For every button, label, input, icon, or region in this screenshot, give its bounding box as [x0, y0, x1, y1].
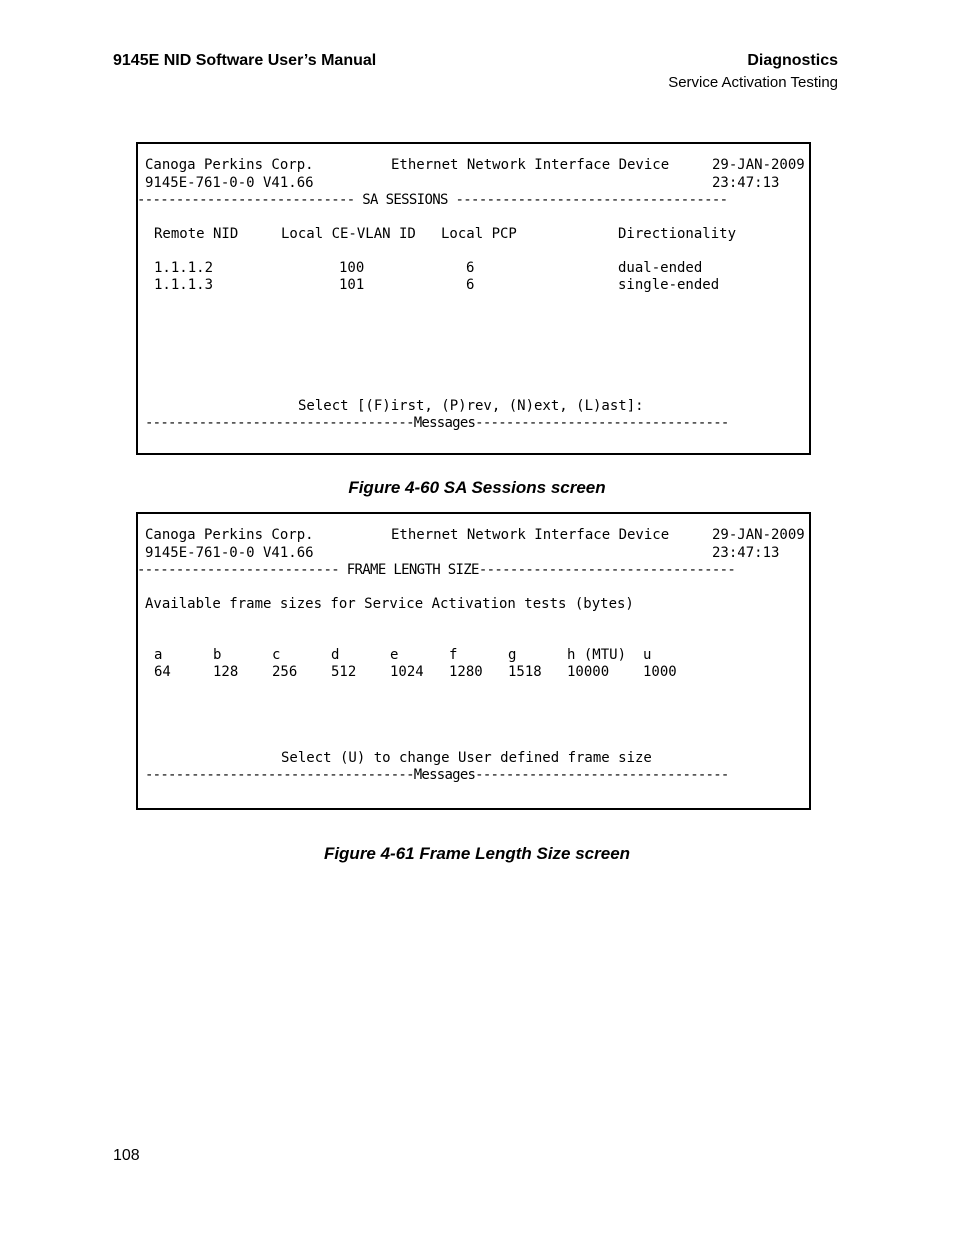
frame-size-label: h (MTU)	[567, 647, 627, 663]
col-header-remote-nid: Remote NID	[154, 226, 239, 242]
software-version: 9145E-761-0-0 V41.66	[145, 545, 314, 561]
session-nid: 1.1.1.3	[154, 277, 214, 293]
frame-size-value: 64	[154, 664, 171, 680]
frame-size-label: c	[272, 647, 281, 663]
sa-sessions-terminal	[136, 142, 811, 455]
frame-size-value: 1024	[390, 664, 424, 680]
company-name: Canoga Perkins Corp.	[145, 157, 314, 173]
date: 29-JAN-2009	[712, 157, 805, 173]
messages-bar: -----------------------------------Messages---------------------------------	[145, 415, 729, 431]
session-vlan: 101	[339, 277, 365, 293]
frame-size-label: b	[213, 647, 222, 663]
date: 29-JAN-2009	[712, 527, 805, 543]
session-pcp: 6	[466, 260, 475, 276]
session-pcp: 6	[466, 277, 475, 293]
session-direction: single-ended	[618, 277, 720, 293]
device-name: Ethernet Network Interface Device	[391, 527, 670, 543]
col-header-pcp: Local PCP	[441, 226, 517, 242]
frame-size-label: e	[390, 647, 399, 663]
frame-size-label: f	[449, 647, 458, 663]
frame-size-value: 512	[331, 664, 357, 680]
frame-size-value: 1280	[449, 664, 483, 680]
navigation-prompt: Select [(F)irst, (P)rev, (N)ext, (L)ast]:	[298, 398, 644, 414]
company-name: Canoga Perkins Corp.	[145, 527, 314, 543]
col-header-directionality: Directionality	[618, 226, 737, 242]
change-frame-size-prompt: Select (U) to change User defined frame size	[281, 750, 652, 766]
messages-bar: -----------------------------------Messages---------------------------------	[145, 767, 729, 783]
time: 23:47:13	[712, 175, 780, 191]
page-number: 108	[113, 1147, 140, 1164]
software-version: 9145E-761-0-0 V41.66	[145, 175, 314, 191]
frame-size-value: 10000	[567, 664, 610, 680]
col-header-ce-vlan: Local CE-VLAN ID	[281, 226, 416, 242]
screen-title-bar: -------------------------- FRAME LENGTH SIZE---------------------------------	[137, 562, 736, 578]
screen-title-bar: ---------------------------- SA SESSIONS -----------------------------------	[137, 192, 728, 208]
frame-size-value: 256	[272, 664, 298, 680]
manual-title: 9145E NID Software User’s Manual	[113, 52, 377, 69]
session-vlan: 100	[339, 260, 365, 276]
device-name: Ethernet Network Interface Device	[391, 157, 670, 173]
session-nid: 1.1.1.2	[154, 260, 214, 276]
frame-size-label: u	[643, 647, 652, 663]
subsection-title: Service Activation Testing	[668, 74, 838, 91]
frame-size-value: 128	[213, 664, 239, 680]
session-direction: dual-ended	[618, 260, 703, 276]
frame-size-value: 1000	[643, 664, 677, 680]
figure-caption-4-61: Figure 4-61 Frame Length Size screen	[323, 844, 631, 863]
section-title: Diagnostics	[747, 52, 838, 69]
frame-size-label: a	[154, 647, 163, 663]
frame-size-label: d	[331, 647, 340, 663]
frame-size-label: g	[508, 647, 517, 663]
time: 23:47:13	[712, 545, 780, 561]
frame-size-value: 1518	[508, 664, 542, 680]
figure-caption-4-60: Figure 4-60 SA Sessions screen	[348, 478, 606, 497]
frame-size-description: Available frame sizes for Service Activation tests (bytes)	[145, 596, 634, 612]
frame-length-terminal	[136, 512, 811, 810]
